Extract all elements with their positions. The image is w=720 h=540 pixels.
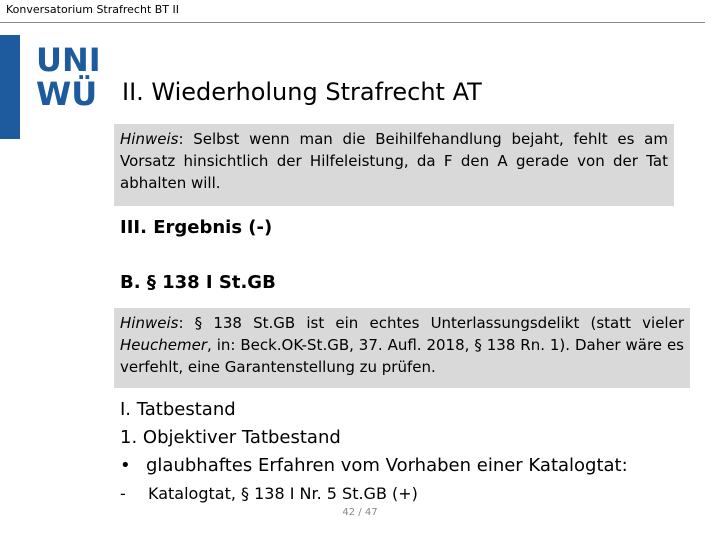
logo-wordmark: [36, 43, 106, 111]
logo-line-2: WÜ: [36, 75, 98, 113]
logo-line-1: UNI: [36, 41, 101, 79]
heading-section-b: B. § 138 I St.GB: [120, 272, 276, 293]
slide-title: II. Wiederholung Strafrecht AT: [122, 78, 482, 106]
dash-item: [120, 480, 700, 508]
header-divider: [0, 22, 705, 23]
hint-author: Heuchemer: [120, 336, 208, 354]
bullet-text: glaubhaftes Erfahren vom Vorhaben einer Katalogtat:: [146, 455, 628, 476]
outline-line-objektiv: 1. Objektiver Tatbestand: [120, 427, 341, 448]
bullet-item: [120, 452, 700, 480]
hint-text: : Selbst wenn man die Beihilfehandlung bejaht, fehlt es am Vorsatz hinsichtlich der Hilfeleistung, da F den A gerade von der Tat abhalten will.: [120, 130, 668, 192]
dash-icon: -: [120, 484, 126, 503]
bullet-icon: •: [120, 455, 131, 476]
outline: [120, 396, 700, 508]
hint-box-1: [114, 124, 674, 206]
hint-box-2: [114, 308, 690, 388]
hint-text-b: , in: Beck.OK-St.GB, 37. Aufl. 2018, § 138 Rn. 1). Daher wäre es verfehlt, eine Garantenstellung zu prüfen.: [120, 336, 684, 376]
university-logo: [0, 35, 106, 139]
outline-line-tatbestand: I. Tatbestand: [120, 399, 236, 420]
dash-text: Katalogtat, § 138 I Nr. 5 St.GB (+): [148, 484, 418, 503]
header-title: Konversatorium Strafrecht BT II: [6, 3, 180, 16]
heading-result: III. Ergebnis (-): [120, 217, 273, 238]
hint-label: Hinweis: [120, 130, 179, 148]
hint-text-a: : § 138 St.GB ist ein echtes Unterlassungsdelikt (statt vieler: [178, 314, 684, 332]
page-number: 42 / 47: [342, 507, 378, 518]
hint-label: Hinweis: [120, 314, 179, 332]
